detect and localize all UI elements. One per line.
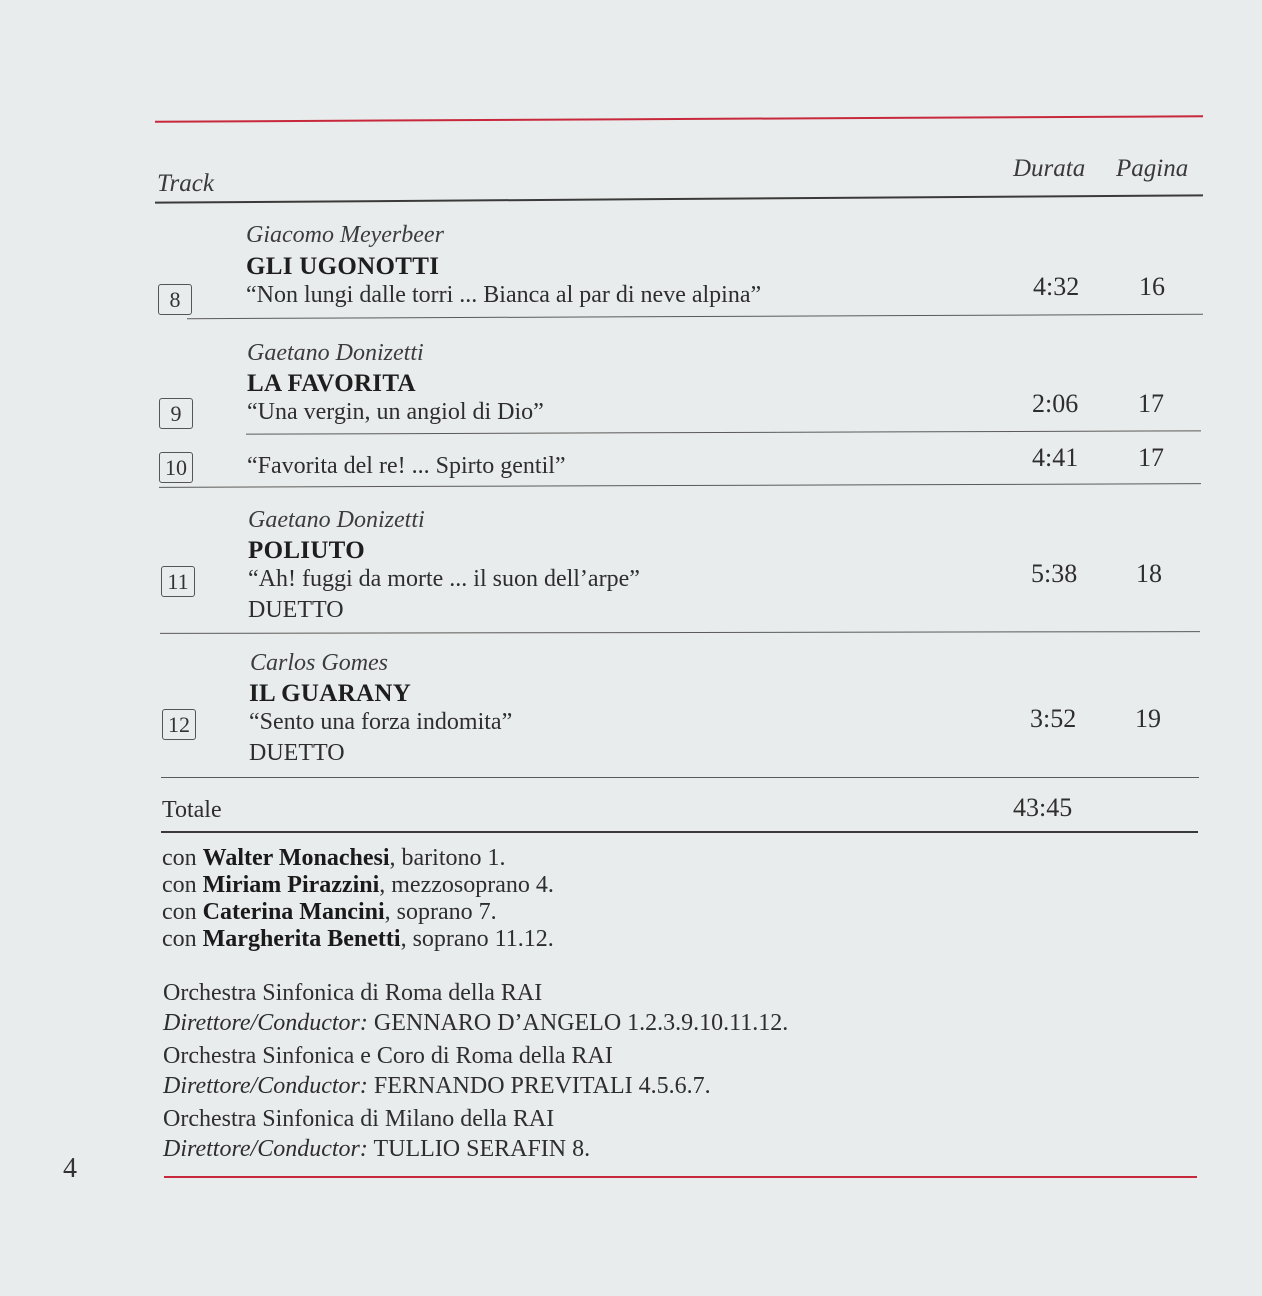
orchestra-name: Orchestra Sinfonica e Coro di Roma della RAI: [163, 1043, 613, 1069]
singer-name: Walter Monachesi: [202, 845, 390, 871]
aria-title: “Non lungi dalle torri ... Bianca al par di neve alpina”: [246, 282, 762, 308]
duration: 4:32: [1033, 272, 1080, 301]
singer-line: con Caterina Mancini, soprano 7.: [162, 899, 497, 925]
duration: 4:41: [1032, 443, 1079, 472]
orchestra-credits: [163, 980, 788, 1166]
page-ref: 17: [1138, 443, 1164, 472]
duration: 5:38: [1031, 559, 1078, 588]
singer-line: con Walter Monachesi, baritono 1.: [162, 845, 506, 871]
opera-title: GLI UGONOTTI: [246, 253, 440, 280]
row-divider: [159, 483, 1201, 488]
row-divider: [161, 777, 1199, 778]
aria-title: “Ah! fuggi da morte ... il suon dell’arpe”: [248, 566, 640, 592]
conductor-line: Direttore/Conductor: TULLIO SERAFIN 8.: [163, 1136, 591, 1162]
bottom-red-rule: [164, 1176, 1197, 1178]
total-duration: 43:45: [1013, 793, 1073, 822]
track-number-box: 9: [159, 398, 193, 429]
track-number-box: 8: [158, 284, 192, 315]
header-rule: [155, 194, 1203, 203]
singer-name: Margherita Benetti: [202, 926, 401, 952]
orchestra-name: Orchestra Sinfonica di Roma della RAI: [163, 980, 543, 1006]
singers-list: [162, 845, 554, 953]
composer: Gaetano Donizetti: [247, 340, 424, 366]
opera-title: POLIUTO: [248, 537, 365, 564]
orchestra-name: Orchestra Sinfonica di Milano della RAI: [163, 1106, 555, 1132]
header-track: Track: [157, 170, 214, 197]
piece-type: DUETTO: [249, 740, 345, 766]
singer-name: Caterina Mancini: [202, 899, 385, 925]
piece-type: DUETTO: [248, 597, 344, 623]
header-duration: Durata: [1013, 155, 1086, 182]
total-rule: [161, 831, 1198, 833]
aria-title: “Una vergin, un angiol di Dio”: [247, 399, 544, 425]
page-number: 4: [63, 1153, 77, 1184]
composer: Carlos Gomes: [250, 650, 389, 676]
composer: Giacomo Meyerbeer: [246, 222, 444, 248]
header-page: Pagina: [1116, 155, 1189, 182]
composer: Gaetano Donizetti: [248, 507, 425, 533]
row-divider: [246, 430, 1201, 434]
duration: 2:06: [1032, 389, 1079, 418]
opera-title: LA FAVORITA: [247, 370, 416, 397]
conductor-line: Direttore/Conductor: FERNANDO PREVITALI 4.5.6.7.: [163, 1073, 711, 1099]
track-number-box: 12: [162, 709, 196, 740]
page-ref: 19: [1135, 704, 1161, 733]
page-ref: 16: [1139, 272, 1165, 301]
opera-title: IL GUARANY: [249, 680, 412, 707]
page-ref: 17: [1138, 389, 1164, 418]
track-number-box: 10: [159, 452, 193, 483]
total-label: Totale: [162, 797, 222, 823]
singer-line: con Margherita Benetti, soprano 11.12.: [162, 926, 554, 952]
page-ref: 18: [1136, 559, 1162, 588]
aria-title: “Sento una forza indomita”: [249, 709, 513, 735]
aria-title: “Favorita del re! ... Spirto gentil”: [247, 453, 566, 479]
row-divider: [187, 314, 1203, 319]
track-number-box: 11: [161, 566, 195, 597]
top-red-rule: [155, 115, 1203, 122]
row-divider: [160, 631, 1200, 634]
duration: 3:52: [1030, 704, 1077, 733]
singer-line: con Miriam Pirazzini, mezzosoprano 4.: [162, 872, 554, 898]
singer-name: Miriam Pirazzini: [202, 872, 380, 898]
conductor-line: Direttore/Conductor: GENNARO D’ANGELO 1.2.3.9.10.11.12.: [163, 1010, 789, 1036]
